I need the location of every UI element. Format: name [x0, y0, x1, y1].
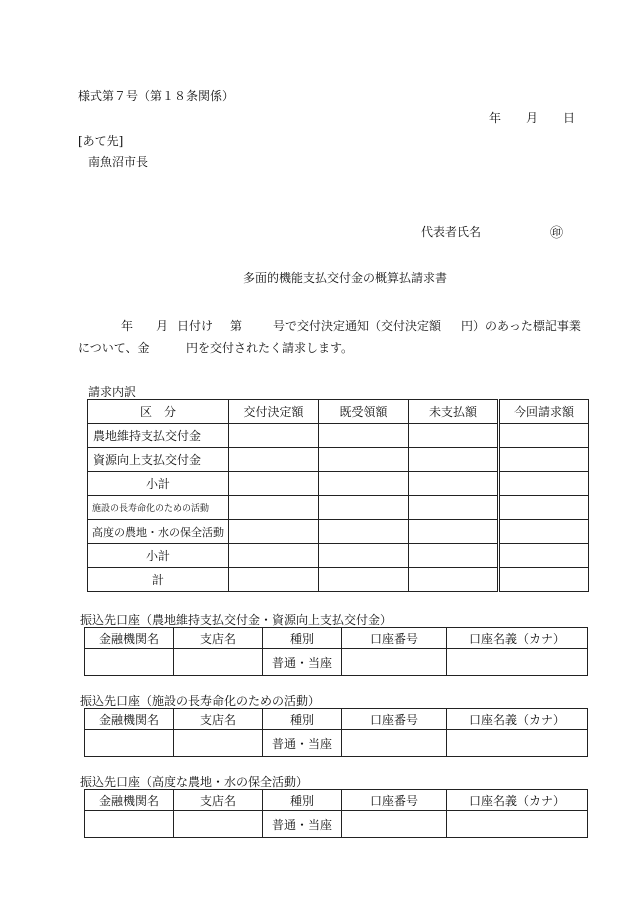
account-caption-3: 振込先口座（高度な農地・水の保全活動） — [80, 775, 309, 789]
row-label: 資源向上支払交付金 — [88, 448, 229, 472]
header-bank-name: 金融機関名 — [85, 790, 174, 811]
header-account-number: 口座番号 — [342, 709, 447, 730]
header-received-amount: 既受領額 — [319, 400, 409, 424]
table-row — [88, 424, 589, 448]
cell-unpaid[interactable] — [409, 448, 499, 472]
account-header-row — [85, 709, 588, 730]
account-caption-1: 振込先口座（農地維持支払交付金・資源向上支払交付金） — [80, 613, 393, 627]
breakdown-table — [87, 399, 589, 592]
cell-received[interactable] — [319, 448, 409, 472]
account-number-field[interactable] — [342, 811, 447, 838]
account-holder-field[interactable] — [447, 649, 588, 676]
table-row — [88, 496, 589, 520]
cell-unpaid[interactable] — [409, 568, 499, 592]
header-account-holder: 口座名義（カナ） — [447, 709, 588, 730]
body-year: 年 — [121, 319, 134, 333]
table-row — [88, 472, 589, 496]
bank-name-field[interactable] — [85, 649, 174, 676]
table-row — [88, 448, 589, 472]
body-dated: 日付け — [177, 319, 214, 333]
header-request-amount: 今回請求額 — [499, 400, 589, 424]
header-branch-name: 支店名 — [174, 628, 263, 649]
breakdown-caption: 請求内訳 — [88, 385, 137, 399]
body-number-prefix: 第 — [230, 319, 243, 333]
cell-received[interactable] — [319, 544, 409, 568]
cell-decided[interactable] — [229, 472, 319, 496]
cell-decided[interactable] — [229, 544, 319, 568]
breakdown-header-row — [88, 400, 589, 424]
cell-received[interactable] — [319, 472, 409, 496]
cell-unpaid[interactable] — [409, 544, 499, 568]
cell-request[interactable] — [499, 448, 589, 472]
branch-name-field[interactable] — [174, 730, 263, 757]
cell-request[interactable] — [499, 424, 589, 448]
account-type-value[interactable]: 普通・当座 — [263, 811, 342, 838]
body-amount-prefix: について、金 — [78, 341, 150, 355]
header-account-number: 口座番号 — [342, 628, 447, 649]
account-header-row — [85, 790, 588, 811]
representative-label: 代表者氏名 — [421, 225, 482, 239]
bank-name-field[interactable] — [85, 811, 174, 838]
cell-decided[interactable] — [229, 520, 319, 544]
cell-decided[interactable] — [229, 496, 319, 520]
seal-mark: ㊞ — [550, 226, 564, 241]
cell-request[interactable] — [499, 472, 589, 496]
cell-received[interactable] — [319, 424, 409, 448]
header-branch-name: 支店名 — [174, 709, 263, 730]
page-title: 多面的機能支払交付金の概算払請求書 — [243, 271, 448, 285]
header-bank-name: 金融機関名 — [85, 628, 174, 649]
cell-received[interactable] — [319, 496, 409, 520]
cell-unpaid[interactable] — [409, 472, 499, 496]
cell-decided[interactable] — [229, 568, 319, 592]
account-body-row — [85, 811, 588, 838]
header-account-type: 種別 — [263, 790, 342, 811]
table-row — [88, 520, 589, 544]
cell-decided[interactable] — [229, 448, 319, 472]
header-decided-amount: 交付決定額 — [229, 400, 319, 424]
account-number-field[interactable] — [342, 649, 447, 676]
body-notice-tail: 円）のあった標記事業 — [461, 319, 581, 333]
account-type-value[interactable]: 普通・当座 — [263, 649, 342, 676]
date-month-label: 月 — [526, 111, 539, 125]
branch-name-field[interactable] — [174, 649, 263, 676]
cell-unpaid[interactable] — [409, 496, 499, 520]
cell-received[interactable] — [319, 568, 409, 592]
body-month: 月 — [156, 319, 169, 333]
cell-request[interactable] — [499, 568, 589, 592]
header-bank-name: 金融機関名 — [85, 709, 174, 730]
account-holder-field[interactable] — [447, 811, 588, 838]
account-number-field[interactable] — [342, 730, 447, 757]
table-row — [88, 544, 589, 568]
header-category: 区 分 — [88, 400, 229, 424]
date-day-label: 日 — [563, 111, 576, 125]
form-number: 様式第７号（第１８条関係） — [78, 89, 235, 103]
row-label: 高度の農地・水の保全活動 — [88, 520, 229, 544]
body-notice: 号で交付決定通知（交付決定額 — [273, 319, 442, 333]
row-label: 農地維持支払交付金 — [88, 424, 229, 448]
cell-unpaid[interactable] — [409, 424, 499, 448]
header-branch-name: 支店名 — [174, 790, 263, 811]
row-label: 計 — [88, 568, 229, 592]
header-account-number: 口座番号 — [342, 790, 447, 811]
header-account-holder: 口座名義（カナ） — [447, 628, 588, 649]
branch-name-field[interactable] — [174, 811, 263, 838]
account-body-row — [85, 649, 588, 676]
row-label: 施設の長寿命化のための活動 — [88, 496, 229, 520]
account-caption-2: 振込先口座（施設の長寿命化のための活動） — [80, 694, 321, 708]
row-label: 小計 — [88, 544, 229, 568]
cell-decided[interactable] — [229, 424, 319, 448]
account-table-1 — [84, 627, 588, 676]
cell-request[interactable] — [499, 520, 589, 544]
row-label: 小計 — [88, 472, 229, 496]
account-table-3 — [84, 789, 588, 838]
account-type-value[interactable]: 普通・当座 — [263, 730, 342, 757]
cell-unpaid[interactable] — [409, 520, 499, 544]
cell-request[interactable] — [499, 496, 589, 520]
header-account-holder: 口座名義（カナ） — [447, 790, 588, 811]
cell-request[interactable] — [499, 544, 589, 568]
account-holder-field[interactable] — [447, 730, 588, 757]
addressee: 南魚沼市長 — [88, 155, 149, 169]
header-unpaid-amount: 未支払額 — [409, 400, 499, 424]
header-account-type: 種別 — [263, 709, 342, 730]
date-year-label: 年 — [489, 111, 502, 125]
account-table-2 — [84, 708, 588, 757]
bank-name-field[interactable] — [85, 730, 174, 757]
account-body-row — [85, 730, 588, 757]
table-row — [88, 568, 589, 592]
header-account-type: 種別 — [263, 628, 342, 649]
addressee-label: [あて先] — [78, 134, 124, 148]
body-amount-tail: 円を交付されたく請求します。 — [186, 341, 354, 355]
cell-received[interactable] — [319, 520, 409, 544]
account-header-row — [85, 628, 588, 649]
